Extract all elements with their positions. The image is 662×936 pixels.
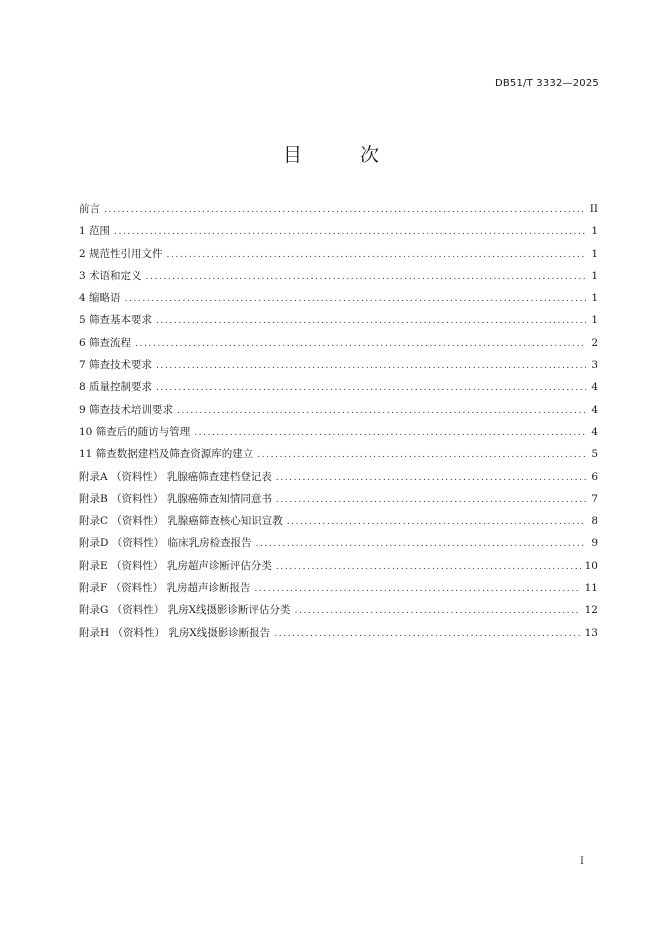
toc-entry-7[interactable] bbox=[79, 354, 598, 376]
table-of-contents bbox=[79, 198, 598, 644]
toc-entry-1[interactable] bbox=[79, 220, 598, 242]
toc-entry-label: 附录B （资料性） 乳腺癌筛查知情同意书 bbox=[79, 492, 272, 505]
toc-leader-dots bbox=[257, 444, 586, 466]
toc-entry-label: 附录F （资料性） 乳房超声诊断报告 bbox=[79, 582, 251, 595]
toc-entry-label: 5 筛查基本要求 bbox=[79, 314, 153, 327]
toc-entry-page: 7 bbox=[591, 492, 598, 505]
toc-leader-dots bbox=[146, 266, 586, 288]
toc-entry-label: 1 范围 bbox=[79, 225, 111, 238]
toc-leader-dots bbox=[114, 221, 586, 243]
toc-entry-appendix-f[interactable] bbox=[79, 577, 598, 599]
toc-entry-page: 1 bbox=[591, 292, 598, 305]
toc-entry-preface[interactable] bbox=[79, 198, 598, 220]
toc-entry-3[interactable] bbox=[79, 265, 598, 287]
toc-entry-label: 附录E （资料性） 乳房超声诊断评估分类 bbox=[79, 559, 272, 572]
toc-entry-page: 13 bbox=[584, 626, 598, 639]
toc-entry-label: 8 质量控制要求 bbox=[79, 381, 153, 394]
toc-entry-page: 4 bbox=[591, 403, 598, 416]
toc-entry-page: 4 bbox=[591, 381, 598, 394]
toc-entry-page: 1 bbox=[591, 269, 598, 282]
toc-entry-appendix-e[interactable] bbox=[79, 555, 598, 577]
toc-entry-label: 3 术语和定义 bbox=[79, 269, 142, 282]
toc-leader-dots bbox=[287, 511, 586, 533]
toc-entry-appendix-c[interactable] bbox=[79, 510, 598, 532]
toc-entry-page: 12 bbox=[584, 604, 598, 617]
toc-entry-label: 附录G （资料性） 乳房X线摄影诊断评估分类 bbox=[79, 604, 291, 617]
toc-entry-appendix-g[interactable] bbox=[79, 599, 598, 621]
toc-leader-dots bbox=[177, 400, 586, 422]
page-number: I bbox=[580, 856, 584, 867]
toc-entry-label: 10 筛查后的随访与管理 bbox=[79, 425, 191, 438]
toc-entry-11[interactable] bbox=[79, 443, 598, 465]
toc-leader-dots bbox=[125, 288, 586, 310]
toc-entry-label: 11 筛查数据建档及筛查资源库的建立 bbox=[79, 448, 254, 461]
toc-entry-label: 附录C （资料性） 乳腺癌筛查核心知识宣教 bbox=[79, 515, 283, 528]
toc-leader-dots bbox=[276, 489, 586, 511]
toc-leader-dots bbox=[274, 623, 580, 645]
toc-leader-dots bbox=[256, 533, 586, 555]
toc-leader-dots bbox=[156, 310, 586, 332]
page-title: 目 次 bbox=[282, 144, 406, 166]
toc-entry-label: 7 筛查技术要求 bbox=[79, 359, 153, 372]
toc-entry-2[interactable] bbox=[79, 243, 598, 265]
toc-entry-appendix-a[interactable] bbox=[79, 466, 598, 488]
toc-entry-4[interactable] bbox=[79, 287, 598, 309]
toc-entry-label: 2 规范性引用文件 bbox=[79, 247, 163, 260]
toc-entry-label: 9 筛查技术培训要求 bbox=[79, 403, 174, 416]
toc-leader-dots bbox=[276, 556, 581, 578]
toc-entry-label: 4 缩略语 bbox=[79, 292, 121, 305]
toc-leader-dots bbox=[156, 355, 586, 377]
toc-leader-dots bbox=[254, 578, 580, 600]
toc-entry-8[interactable] bbox=[79, 376, 598, 398]
document-code: DB51/T 3332—2025 bbox=[494, 78, 599, 89]
toc-leader-dots bbox=[276, 467, 586, 489]
toc-leader-dots bbox=[104, 199, 586, 221]
toc-entry-page: 9 bbox=[591, 537, 598, 550]
toc-leader-dots bbox=[194, 422, 586, 444]
toc-leader-dots bbox=[167, 244, 586, 266]
toc-entry-label: 前言 bbox=[79, 203, 100, 215]
toc-entry-label: 6 筛查流程 bbox=[79, 336, 132, 349]
toc-entry-page: 3 bbox=[591, 359, 598, 372]
toc-entry-10[interactable] bbox=[79, 421, 598, 443]
toc-entry-page: 2 bbox=[591, 336, 598, 349]
toc-entry-page: II bbox=[589, 203, 598, 215]
toc-entry-page: 1 bbox=[591, 225, 598, 238]
toc-entry-appendix-d[interactable] bbox=[79, 532, 598, 554]
toc-entry-page: 1 bbox=[591, 314, 598, 327]
toc-entry-label: 附录D （资料性） 临床乳房检查报告 bbox=[79, 537, 252, 550]
toc-leader-dots bbox=[295, 600, 581, 622]
toc-entry-page: 10 bbox=[584, 559, 598, 572]
toc-entry-appendix-h[interactable] bbox=[79, 622, 598, 644]
toc-entry-page: 4 bbox=[591, 425, 598, 438]
toc-leader-dots bbox=[156, 377, 586, 399]
toc-entry-label: 附录H （资料性） 乳房X线摄影诊断报告 bbox=[79, 626, 271, 639]
toc-entry-page: 6 bbox=[591, 470, 598, 483]
toc-entry-page: 5 bbox=[591, 448, 598, 461]
toc-leader-dots bbox=[135, 333, 586, 355]
toc-entry-5[interactable] bbox=[79, 309, 598, 331]
toc-entry-page: 11 bbox=[584, 582, 598, 595]
toc-entry-label: 附录A （资料性） 乳腺癌筛查建档登记表 bbox=[79, 470, 272, 483]
toc-entry-appendix-b[interactable] bbox=[79, 488, 598, 510]
toc-entry-9[interactable] bbox=[79, 399, 598, 421]
toc-entry-6[interactable] bbox=[79, 332, 598, 354]
toc-entry-page: 1 bbox=[591, 247, 598, 260]
toc-entry-page: 8 bbox=[591, 515, 598, 528]
